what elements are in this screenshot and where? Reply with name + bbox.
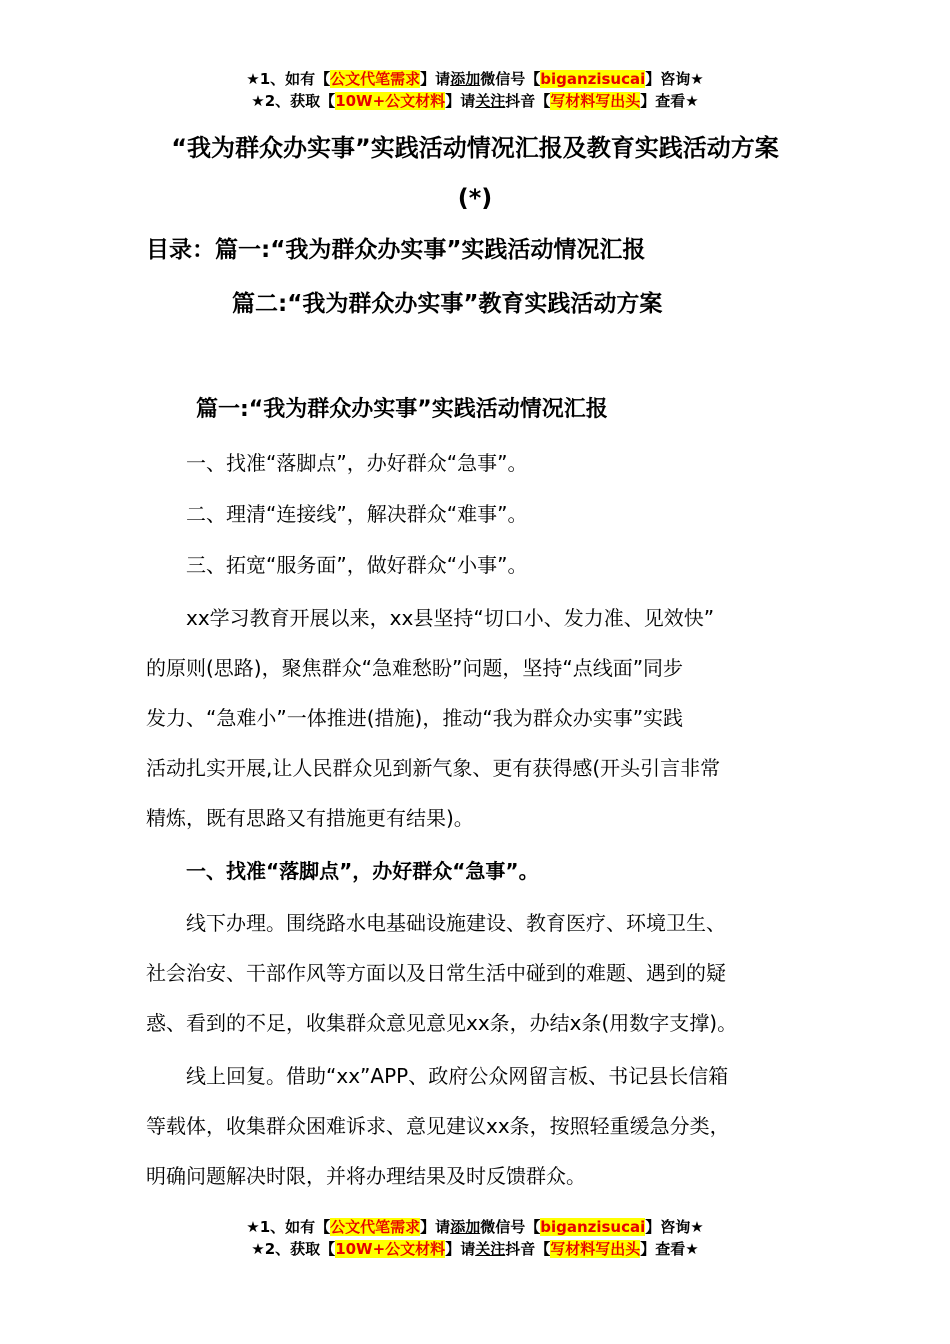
banner-highlight: 10W+公文材料 [335,1240,446,1258]
intro-line: 活动扎实开展,让人民群众见到新气象、更有获得感(开头引言非常 [146,756,721,780]
banner-text: 】咨询★ [645,70,704,88]
section-heading: 篇一:“我为群众办实事”实践活动情况汇报 [196,397,608,422]
banner-underline: 添加 [450,1218,481,1236]
banner-underline: 关注 [475,92,506,110]
banner-highlight: 写材料写出头 [550,1240,641,1258]
toc-entry-1: 目录：篇一:“我为群众办实事”实践活动情况汇报 [146,237,646,263]
banner-text: 微信号【 [480,1218,541,1236]
banner-text: 】请 [445,1240,476,1258]
banner-text: 】查看★ [640,1240,699,1258]
outline-item: 三、拓宽“服务面”，做好群众“小事”。 [186,553,528,577]
banner-underline: 添加 [450,70,481,88]
paragraph-line: 等载体，收集群众困难诉求、意见建议xx条，按照轻重缓急分类， [146,1114,730,1138]
banner-highlight: biganzisucai [540,1218,646,1236]
banner-text: ★2、获取【 [251,92,336,110]
outline-item: 二、理清“连接线”，解决群众“难事”。 [186,502,528,526]
banner-line-1 [0,1216,950,1238]
document-title-suffix: (*) [457,184,493,212]
paragraph-line: 惑、看到的不足，收集群众意见意见xx条，办结x条(用数字支撑)。 [146,1011,738,1035]
banner-highlight: 10W+公文材料 [335,92,446,110]
banner-highlight: 公文代笔需求 [330,1218,421,1236]
banner-text: 抖音【 [505,92,551,110]
paragraph-line: 社会治安、干部作风等方面以及日常生活中碰到的难题、遇到的疑 [146,961,726,985]
toc-entry-2: 篇二:“我为群众办实事”教育实践活动方案 [232,291,663,317]
outline-item: 一、找准“落脚点”，办好群众“急事”。 [186,451,528,475]
banner-text: 微信号【 [480,70,541,88]
banner-text: ★1、如有【 [246,1218,331,1236]
banner-highlight: 公文代笔需求 [330,70,421,88]
banner-text: 】咨询★ [645,1218,704,1236]
banner-highlight: 写材料写出头 [550,92,641,110]
banner-line-2 [0,1238,950,1260]
paragraph-line: 线下办理。围绕路水电基础设施建设、教育医疗、环境卫生、 [186,911,726,935]
bottom-banner [0,1216,950,1260]
intro-line: 精炼，既有思路又有措施更有结果)。 [146,806,474,830]
paragraph-line: 线上回复。借助“xx”APP、政府公众网留言板、书记县长信箱 [186,1064,729,1088]
banner-line-1 [0,68,950,90]
banner-text: ★2、获取【 [251,1240,336,1258]
banner-highlight: biganzisucai [540,70,646,88]
banner-text: 抖音【 [505,1240,551,1258]
top-banner [0,68,950,112]
intro-line: xx学习教育开展以来，xx县坚持“切口小、发力准、见效快” [186,606,715,630]
banner-text: 】查看★ [640,92,699,110]
banner-text: 】请 [420,70,451,88]
paragraph-line: 明确问题解决时限，并将办理结果及时反馈群众。 [146,1164,586,1188]
document-title: “我为群众办实事”实践活动情况汇报及教育实践活动方案 [171,134,779,162]
banner-text: 】请 [445,92,476,110]
banner-line-2 [0,90,950,112]
banner-text: 】请 [420,1218,451,1236]
intro-line: 发力、“急难小”一体推进(措施)，推动“我为群众办实事”实践 [146,706,684,730]
banner-text: ★1、如有【 [246,70,331,88]
subheading: 一、找准“落脚点”，办好群众“急事”。 [186,859,539,883]
banner-underline: 关注 [475,1240,506,1258]
intro-line: 的原则(思路)，聚焦群众“急难愁盼”问题，坚持“点线面”同步 [146,656,684,680]
